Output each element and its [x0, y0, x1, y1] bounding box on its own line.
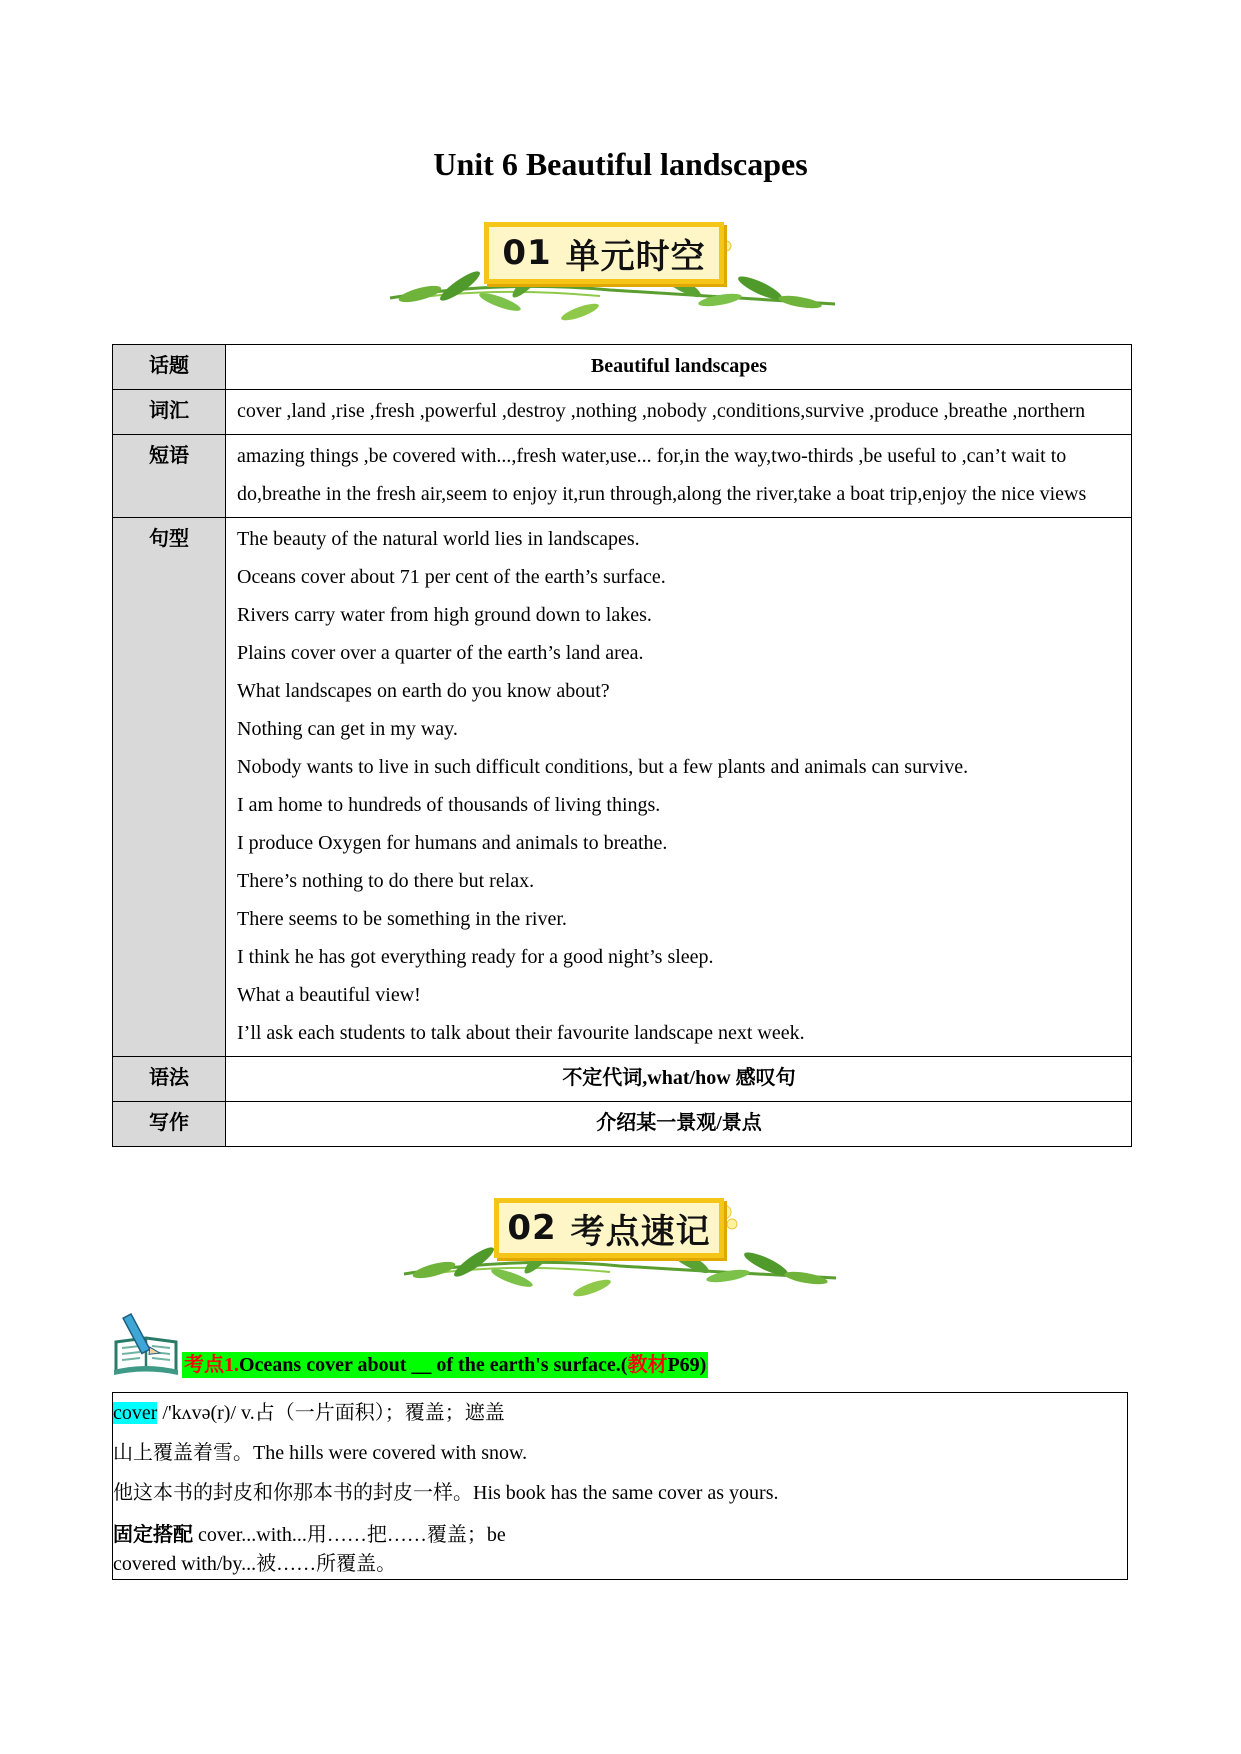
table-row-phrases	[113, 435, 1132, 518]
sentence-line: I’ll ask each students to talk about their favourite landscape next week.	[237, 1022, 805, 1044]
entry-definition: /'kʌvə(r)/ v.占（一片面积）；覆盖；遮盖	[157, 1402, 505, 1424]
row-header-writing: 写作	[113, 1102, 226, 1147]
sentence-line: I produce Oxygen for humans and animals to breathe.	[237, 832, 668, 854]
sentence-line: There seems to be something in the river.	[237, 908, 567, 930]
example-line-1: 山上覆盖着雪。The hills were covered with snow.	[113, 1442, 528, 1464]
sentence-line: Plains cover over a quarter of the earth’s land area.	[237, 642, 644, 664]
section-banner-01	[380, 216, 840, 328]
sentence-line: Rivers carry water from high ground down to lakes.	[237, 604, 652, 626]
section-plaque-01	[484, 222, 724, 284]
example-line-2: 他这本书的封皮和你那本书的封皮一样。His book has the same cover as yours.	[113, 1482, 779, 1504]
row-header-vocab: 词汇	[113, 390, 226, 435]
collocation-line-2: covered with/by...被……所覆盖。	[113, 1553, 397, 1575]
page-title: Unit 6 Beautiful landscapes	[433, 146, 808, 182]
unit-overview-table	[112, 344, 1132, 1147]
section-banner-02	[396, 1194, 842, 1302]
section-number: 01	[502, 233, 552, 273]
writing-value: 介绍某一景观/景点	[226, 1102, 1132, 1147]
section-label: 考点速记	[570, 1211, 711, 1252]
sentence-line: Nobody wants to live in such difficult conditions, but a few plants and animals can survive.	[237, 756, 969, 778]
book-pencil-icon	[112, 1312, 182, 1378]
section-number: 02	[507, 1208, 557, 1248]
vocab-value: cover ,land ,rise ,fresh ,powerful ,destroy ,nothing ,nobody ,conditions,survive ,produce ,breathe ,northern	[226, 390, 1132, 435]
table-row-sentences	[113, 518, 1132, 1057]
kaodian-content-box	[112, 1392, 1128, 1580]
sentence-line: I am home to hundreds of thousands of living things.	[237, 794, 661, 816]
section-plaque-02	[494, 1198, 724, 1258]
entry-line	[113, 1399, 505, 1427]
row-header-grammar: 语法	[113, 1057, 226, 1102]
collocation-label: 固定搭配	[113, 1522, 193, 1546]
table-row-grammar	[113, 1057, 1132, 1102]
sentences-cell	[226, 518, 1132, 1057]
entry-word: cover	[113, 1402, 158, 1424]
row-header-topic: 话题	[113, 345, 226, 390]
table-row-writing	[113, 1102, 1132, 1147]
kaodian-prefix: 考点	[184, 1354, 224, 1376]
kaodian-source-cn: 教材	[627, 1354, 668, 1376]
grammar-value: 不定代词,what/how 感叹句	[226, 1057, 1132, 1102]
row-header-phrases: 短语	[113, 435, 226, 518]
sentence-line: What a beautiful view!	[237, 984, 421, 1006]
sentence-line: I think he has got everything ready for a good night’s sleep.	[237, 946, 714, 968]
kaodian-title	[182, 1352, 708, 1378]
topic-value: Beautiful landscapes	[226, 345, 1132, 390]
kaodian-header	[112, 1312, 912, 1380]
sentence-line: The beauty of the natural world lies in landscapes.	[237, 528, 640, 550]
table-row-vocab	[113, 390, 1132, 435]
phrases-value: amazing things ,be covered with...,fresh water,use... for,in the way,two-thirds ,be useful to ,can’t wait to do,breathe in the fresh air,seem to enjoy it,run through,along the river,take a boat trip,enjoy the nice views	[226, 435, 1132, 518]
kaodian-number: 1.	[224, 1354, 239, 1376]
sentence-line: What landscapes on earth do you know about?	[237, 680, 610, 702]
sentence-line: Oceans cover about 71 per cent of the earth’s surface.	[237, 566, 666, 588]
collocation-text: cover...with...用……把……覆盖；be	[193, 1524, 506, 1546]
kaodian-source-page: P69)	[667, 1354, 707, 1376]
sentence-line: There’s nothing to do there but relax.	[237, 870, 535, 892]
row-header-sentences: 句型	[113, 518, 226, 1057]
collocation-line	[113, 1520, 506, 1549]
section-label: 单元时空	[565, 236, 706, 277]
sentence-line: Nothing can get in my way.	[237, 718, 458, 740]
kaodian-text: Oceans cover about __ of the earth's surface.(	[239, 1354, 628, 1376]
table-row-topic	[113, 345, 1132, 390]
